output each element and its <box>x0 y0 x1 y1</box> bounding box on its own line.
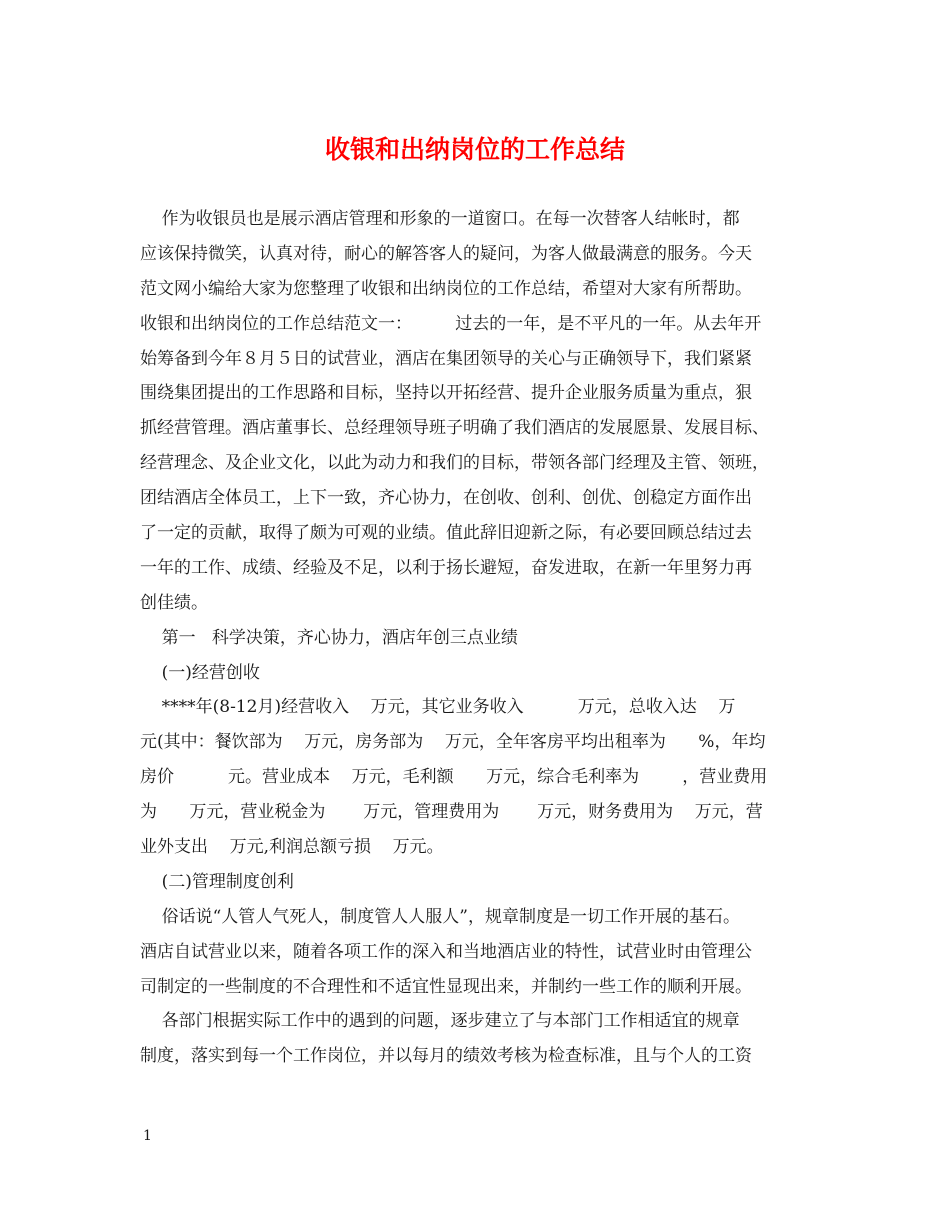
body-line: 制度，落实到每一个工作岗位，并以每月的绩效考核为检查标准，且与个人的工资 <box>140 1046 752 1067</box>
document-body <box>140 202 820 1074</box>
body-line: 一年的工作、成绩、经验及不足，以利于扬长避短，奋发进取，在新一年里努力再 <box>140 557 752 578</box>
subsection-heading: (一)经营创收 <box>140 662 260 683</box>
page-number: 1 <box>143 1128 152 1144</box>
body-line: 收银和出纳岗位的工作总结范文一： 过去的一年，是不平凡的一年。从去年开 <box>140 313 762 334</box>
body-line: 酒店自试营业以来，随着各项工作的深入和当地酒店业的特性，试营业时由管理公 <box>140 941 752 962</box>
body-line: 了一定的贡献，取得了颇为可观的业绩。值此辞旧迎新之际，有必要回顾总结过去 <box>140 523 752 544</box>
body-line: 房价 元。营业成本 万元，毛利额 万元，综合毛利率为 ，营业费用 <box>140 767 768 788</box>
body-line: 为 万元，营业税金为 万元，管理费用为 万元，财务费用为 万元，营 <box>140 802 763 823</box>
body-line: 围绕集团提出的工作思路和目标，坚持以开拓经营、提升企业服务质量为重点，狠 <box>140 383 752 404</box>
section-heading: 第一 科学决策，齐心协力，酒店年创三点业绩 <box>140 627 518 648</box>
body-line: 团结酒店全体员工，上下一致，齐心协力，在创收、创利、创优、创稳定方面作出 <box>140 488 752 509</box>
body-line: 始筹备到今年８月５日的试营业，酒店在集团领导的关心与正确领导下，我们紧紧 <box>140 348 752 369</box>
body-line: 经营理念、及企业文化，以此为动力和我们的目标，带领各部门经理及主管、领班， <box>140 453 769 474</box>
body-line: 元(其中：餐饮部为 万元，房务部为 万元，全年客房平均出租率为 %，年均 <box>140 732 766 753</box>
body-line: 范文网小编给大家为您整理了收银和出纳岗位的工作总结，希望对大家有所帮助。 <box>140 278 752 299</box>
subsection-heading: (二)管理制度创利 <box>140 871 294 892</box>
body-line: 俗话说“人管人气死人，制度管人人服人”，规章制度是一切工作开展的基石。 <box>140 906 740 927</box>
document-title: 收银和出纳岗位的工作总结 <box>324 135 625 164</box>
body-line: 应该保持微笑，认真对待，耐心的解答客人的疑问，为客人做最满意的服务。今天 <box>140 243 752 264</box>
body-line: ****年(8-12月)经营收入 万元，其它业务收入 万元，总收入达 万 <box>140 697 736 718</box>
body-line: 司制定的一些制度的不合理性和不适宜性显现出来，并制约一些工作的顺利开展。 <box>140 976 752 997</box>
body-line: 抓经营管理。酒店董事长、总经理领导班子明确了我们酒店的发展愿景、发展目标、 <box>140 418 769 439</box>
body-line: 创佳绩。 <box>140 592 208 613</box>
body-line: 各部门根据实际工作中的遇到的问题，逐步建立了与本部门工作相适宜的规章 <box>140 1011 740 1032</box>
body-line: 作为收银员也是展示酒店管理和形象的一道窗口。在每一次替客人结帐时，都 <box>140 209 740 229</box>
body-line: 业外支出 万元,利润总额亏损 万元。 <box>140 837 444 858</box>
